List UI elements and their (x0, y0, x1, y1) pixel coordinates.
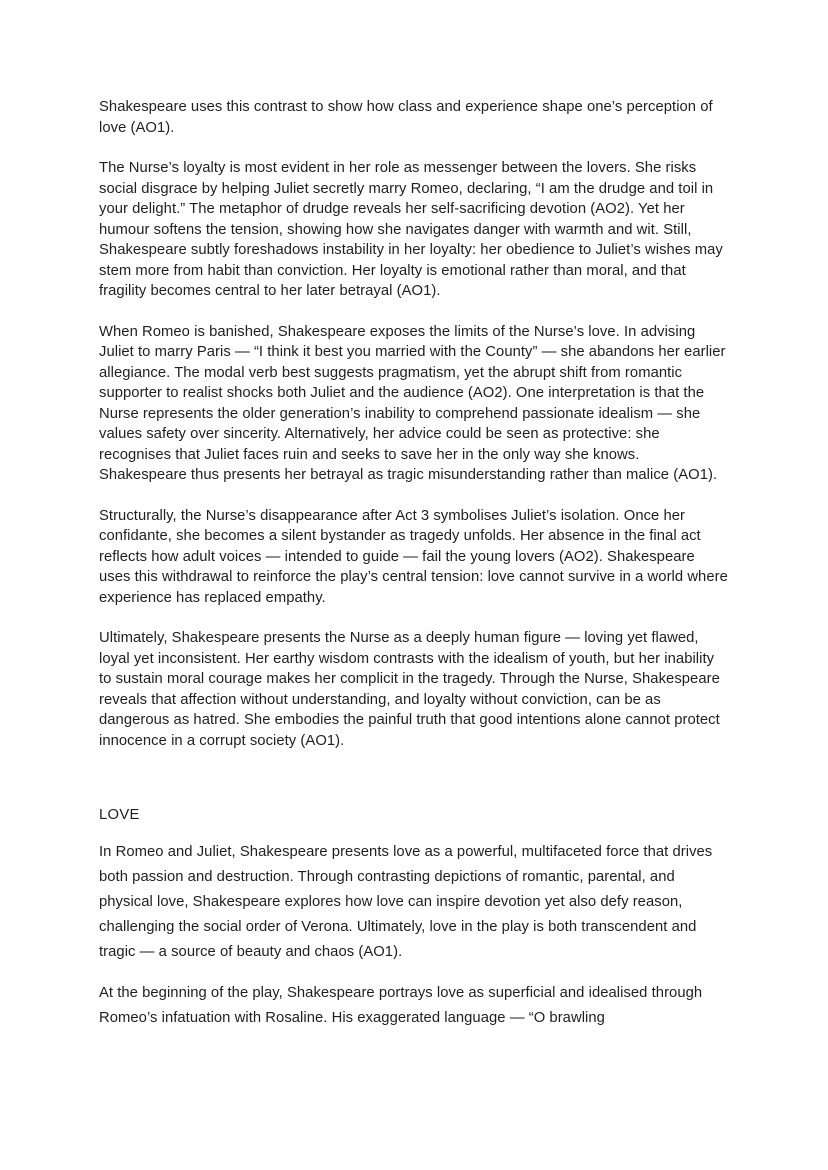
essay-paragraph: At the beginning of the play, Shakespeare portrays love as superficial and idealised through Romeo’s infatuation with Rosaline. His exaggerated language — “O brawling (99, 984, 703, 1026)
essay-paragraph: Structurally, the Nurse’s disappearance after Act 3 symbolises Juliet’s isolation. Once her confidante, she becomes a silent bystander as tragedy unfolds. Her absence in the final act reflects how adult voices — intended to guide — fail the young lovers (AO2). Shakespeare uses this withdrawal to reinforce the play’s central tension: love cannot survive in a world where experience has replaced empathy. (99, 507, 728, 606)
essay-paragraph: Ultimately, Shakespeare presents the Nurse as a deeply human figure — loving yet flawed, loyal yet inconsistent. Her earthy wisdom contrasts with the idealism of youth, but her inability to sustain moral courage makes her complicit in the tragedy. Through the Nurse, Shakespeare reveals that affection without understanding, and loyalty without conviction, can be as dangerous as hatred. She embodies the painful truth that good intentions alone cannot protect innocence in a corrupt society (AO1). (99, 630, 720, 749)
section-heading-love: LOVE (99, 807, 140, 823)
essay-paragraph: When Romeo is banished, Shakespeare exposes the limits of the Nurse’s love. In advising Juliet to marry Paris — “I think it best you married with the County” — she abandons her earlier allegiance. The modal verb best suggests pragmatism, yet the abrupt shift from romantic supporter to realist shocks both Juliet and the audience (AO2). One interpretation is that the Nurse represents the older generation’s inability to comprehend passionate idealism — she values safety over sincerity. Alternatively, her advice could be seen as protective: she recognises that Juliet faces ruin and seeks to save her in the only way she knows. Shakespeare thus presents her betrayal as tragic misunderstanding rather than malice (AO1). (99, 323, 726, 483)
essay-paragraph: In Romeo and Juliet, Shakespeare presents love as a powerful, multifaceted force that drives both passion and destruction. Through contrasting depictions of romantic, parental, and physical love, Shakespeare explores how love can inspire devotion yet also defy reason, challenging the social order of Verona. Ultimately, love in the play is both transcendent and tragic — a source of beauty and chaos (AO1). (99, 843, 713, 960)
essay-paragraph: Shakespeare uses this contrast to show how class and experience shape one’s perception of love (AO1). (99, 99, 713, 136)
essay-paragraph: The Nurse’s loyalty is most evident in her role as messenger between the lovers. She risks social disgrace by helping Juliet secretly marry Romeo, declaring, “I am the drudge and toil in your delight.” The metaphor of drudge reveals her self-sacrificing devotion (AO2). Yet her humour softens the tension, showing how she navigates danger with warmth and wit. Still, Shakespeare subtly foreshadows instability in her loyalty: her obedience to Juliet’s wishes may stem more from habit than conviction. Her loyalty is emotional rather than moral, and that fragility becomes central to her later betrayal (AO1). (99, 160, 723, 299)
